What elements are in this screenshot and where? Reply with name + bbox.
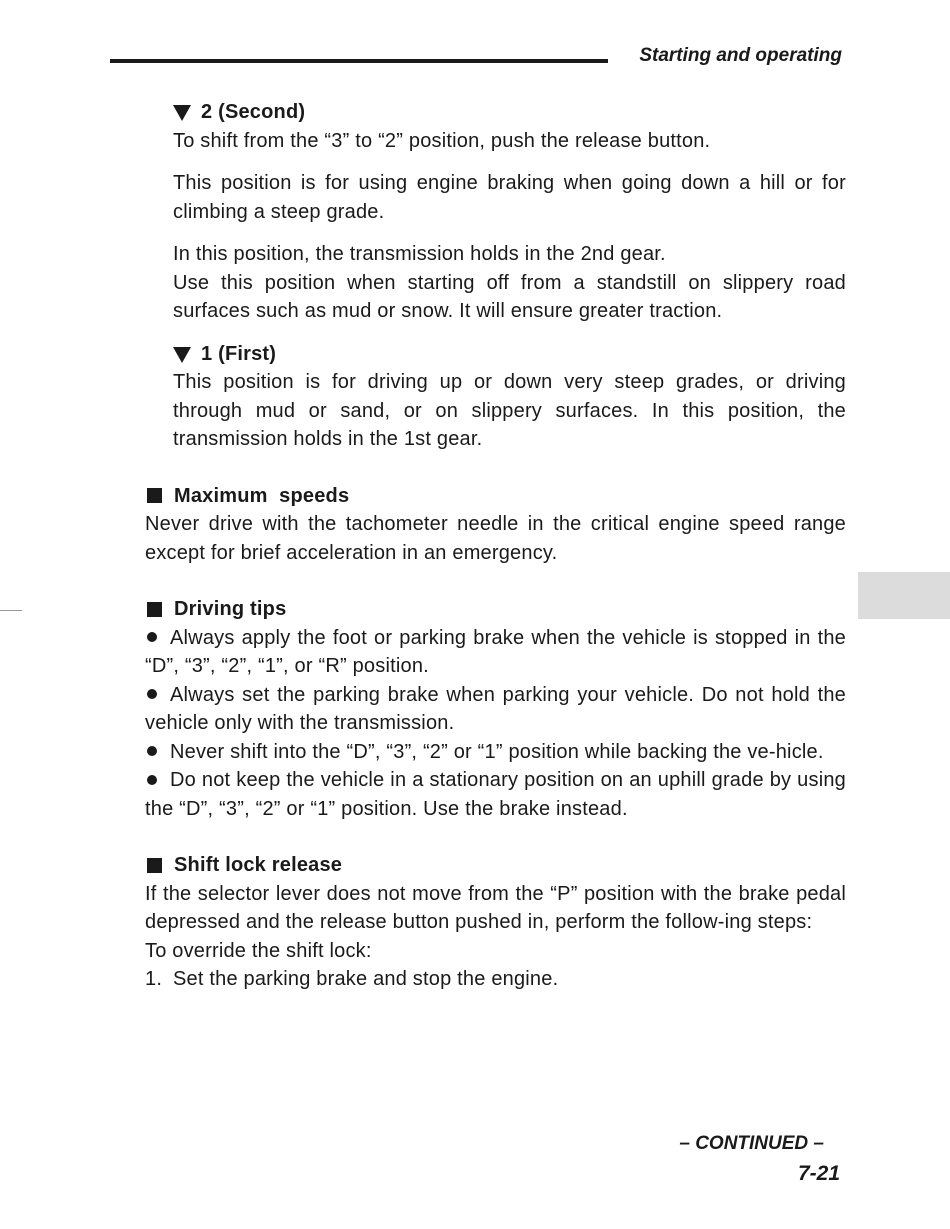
continued-label: – CONTINUED –	[679, 1133, 824, 1154]
section-second-gear	[145, 98, 846, 454]
paragraph: To override the shift lock:	[145, 939, 372, 962]
section-driving-tips	[145, 595, 846, 823]
page-content	[145, 98, 846, 994]
list-item-text: Always set the parking brake when parking your vehicle. Do not hold the vehicle only with the transmission.	[145, 683, 846, 734]
paragraph: Use this position when starting off from a standstill on slippery road surfaces such as mud or snow. It will ensure greater traction.	[173, 271, 846, 322]
section-heading	[145, 595, 846, 624]
subheading-second-label: 2 (Second)	[201, 101, 306, 123]
paragraph: To shift from the “3” to “2” position, push the release button.	[173, 129, 711, 152]
bullet-icon	[147, 746, 157, 756]
paragraph: This position is for using engine braking when going down a hill or for climbing a steep grade.	[173, 172, 846, 223]
section-heading-label: Maximum speeds	[174, 484, 350, 507]
paragraph: Never drive with the tachometer needle in the critical engine speed range except for brief acceleration in an emergency.	[145, 513, 846, 564]
section-heading	[145, 851, 846, 880]
chapter-tab	[858, 572, 950, 619]
step-item	[145, 965, 846, 994]
paragraph: This position is for driving up or down very steep grades, or driving through mud or sand, or on slippery surfaces. In this position, the transmission holds in the 1st gear.	[173, 371, 846, 450]
list-item	[145, 738, 846, 767]
subheading-first	[173, 340, 846, 369]
triangle-icon	[173, 105, 191, 121]
list-item	[145, 624, 846, 681]
subheading-first-label: 1 (First)	[201, 342, 277, 365]
list-item	[145, 766, 846, 823]
page-number: 7-21	[797, 1162, 840, 1185]
section-heading-label: Shift lock release	[174, 854, 343, 876]
section-heading	[145, 482, 846, 511]
section-shift-lock-release	[145, 851, 846, 994]
margin-mark	[0, 610, 22, 611]
list-item-text: Always apply the foot or parking brake when the vehicle is stopped in the “D”, “3”, “2”, “1”, or “R” position.	[145, 626, 846, 677]
square-bullet-icon	[147, 488, 162, 503]
square-bullet-icon	[147, 602, 162, 617]
header-rule	[110, 59, 608, 63]
bullet-icon	[147, 632, 157, 642]
paragraph: In this position, the transmission holds in the 2nd gear.	[173, 243, 666, 265]
section-maximum-speeds	[145, 482, 846, 568]
bullet-icon	[147, 775, 157, 785]
step-text: Set the parking brake and stop the engine.	[173, 968, 559, 990]
bullet-icon	[147, 689, 157, 699]
triangle-icon	[173, 347, 191, 363]
paragraph: If the selector lever does not move from the “P” position with the brake pedal depressed and the release button pushed in, perform the follow-ing steps:	[145, 882, 846, 933]
list-item-text: Do not keep the vehicle in a stationary position on an uphill grade by using the “D”, “3”, “2” or “1” position. Use the brake instead.	[145, 769, 846, 820]
list-item-text: Never shift into the “D”, “3”, “2” or “1” position while backing the ve-hicle.	[170, 740, 824, 763]
list-item	[145, 681, 846, 738]
page-header-title: Starting and operating	[639, 45, 842, 66]
step-number: 1.	[145, 968, 163, 990]
square-bullet-icon	[147, 858, 162, 873]
subheading-second	[173, 98, 846, 127]
section-heading-label: Driving tips	[174, 598, 287, 620]
